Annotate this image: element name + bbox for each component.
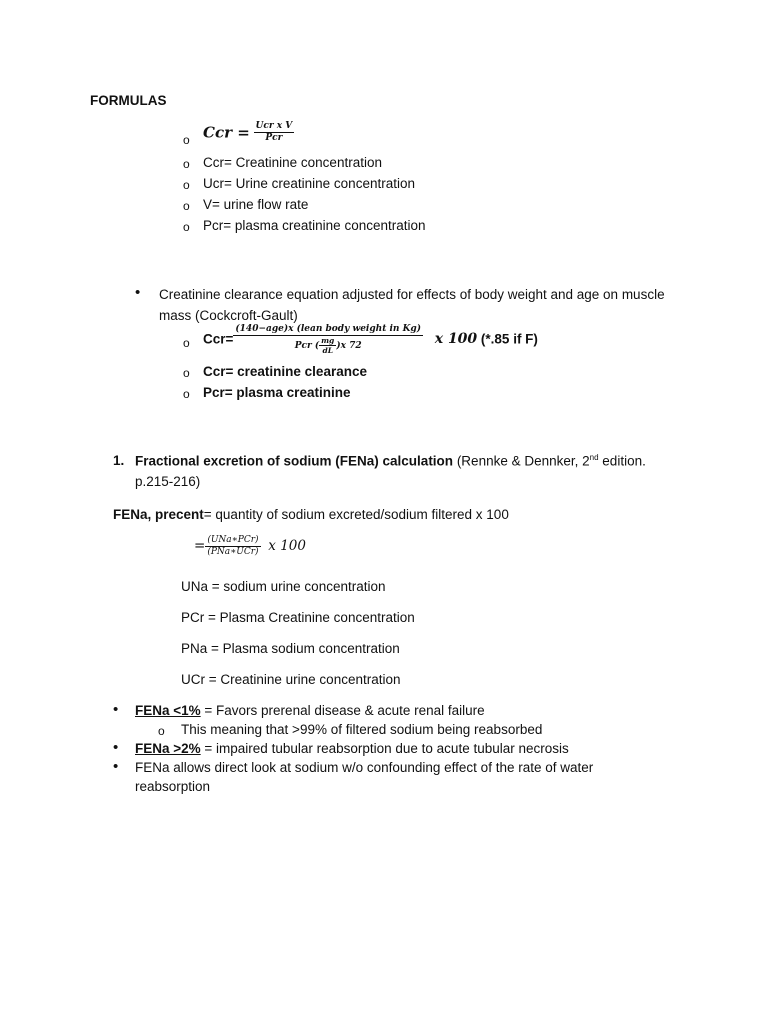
- formula-fraction: [254, 121, 295, 144]
- units-fraction: [319, 336, 336, 355]
- cockcroft-description: Creatinine clearance equation adjusted for effects of body weight and age on muscle: [159, 287, 665, 302]
- hollow-bullet-icon: o: [183, 199, 190, 213]
- denominator-right: )x 72: [336, 340, 362, 351]
- fena-fraction: [205, 535, 260, 558]
- fena-equation: [194, 535, 306, 558]
- section-title-line2: p.215-216): [135, 474, 201, 489]
- cockcroft-denominator: [233, 336, 423, 355]
- units-denominator: dL: [322, 345, 333, 355]
- fena-denominator: (PNa∗UCr): [207, 546, 259, 557]
- section-title-superscript: nd: [589, 453, 599, 462]
- formula-numerator: Ucr x V: [255, 121, 293, 131]
- cockcroft-fraction: [233, 324, 423, 355]
- definition-item: Pcr= plasma creatinine concentration: [203, 218, 426, 233]
- page-heading: FORMULAS: [90, 93, 167, 108]
- fena-numerator: (UNa∗PCr): [207, 535, 259, 545]
- fena-low-subitem: This meaning that >99% of filtered sodium being reabsorbed: [181, 722, 543, 737]
- fena-note-line1: FENa allows direct look at sodium w/o confounding effect of the rate of water: [135, 760, 594, 775]
- hollow-bullet-icon: o: [183, 220, 190, 234]
- formula-lhs: Ccr =: [203, 123, 250, 142]
- cockcroft-numerator: (140−age)x (lean body weight in Kg): [235, 324, 421, 334]
- fena-high-label: FENa >2%: [135, 741, 201, 756]
- section-title-end: edition.: [598, 453, 646, 469]
- definition-item: Pcr= plasma creatinine: [203, 385, 351, 400]
- fena-high-bullet: [135, 741, 569, 757]
- fena-definition: [113, 507, 509, 523]
- bullet-icon: •: [113, 758, 119, 775]
- definition-item: UCr = Creatinine urine concentration: [181, 672, 401, 687]
- bullet-icon: •: [113, 739, 119, 756]
- fena-definition-label: FENa, precent: [113, 507, 204, 522]
- fena-multiplier: x 100: [268, 538, 306, 555]
- definition-item: V= urine flow rate: [203, 197, 309, 212]
- bullet-icon: •: [113, 701, 119, 718]
- hollow-bullet-icon: o: [183, 336, 190, 350]
- definition-item: Ucr= Urine creatinine concentration: [203, 176, 415, 191]
- hollow-bullet-icon: o: [183, 157, 190, 171]
- fena-note-line2: reabsorption: [135, 779, 211, 794]
- hollow-bullet-icon: o: [183, 133, 190, 147]
- cockcroft-multiplier: x 100: [434, 331, 478, 347]
- hollow-bullet-icon: o: [183, 366, 190, 380]
- fena-low-bullet: [135, 703, 485, 719]
- section-title-reference: (Rennke & Dennker, 2: [453, 453, 590, 469]
- denominator-left: Pcr (: [294, 340, 320, 351]
- formula-denominator: Pcr: [265, 132, 283, 143]
- definition-item: PNa = Plasma sodium concentration: [181, 641, 400, 656]
- fena-definition-text: = quantity of sodium excreted/sodium filtered x 100: [203, 507, 509, 522]
- section-title-bold: Fractional excretion of sodium (FENa) calculation: [135, 453, 454, 469]
- units-numerator: mg: [321, 335, 335, 345]
- cockcroft-formula: [203, 324, 538, 355]
- creatinine-clearance-formula: [203, 121, 294, 144]
- definition-item: Ccr= Creatinine concentration: [203, 155, 382, 170]
- fena-low-text: = Favors prerenal disease & acute renal failure: [200, 703, 485, 718]
- definition-item: PCr = Plasma Creatinine concentration: [181, 610, 415, 625]
- section-number: 1.: [113, 453, 125, 468]
- section-title: [135, 453, 646, 470]
- definition-item: Ccr= creatinine clearance: [203, 364, 367, 379]
- cockcroft-lhs: Ccr=: [203, 331, 234, 347]
- equation-equals: =: [194, 538, 206, 555]
- bullet-icon: •: [135, 284, 141, 301]
- fena-low-label: FENa <1%: [135, 703, 201, 718]
- fena-high-text: = impaired tubular reabsorption due to acute tubular necrosis: [200, 741, 569, 756]
- definition-item: UNa = sodium urine concentration: [181, 579, 386, 594]
- cockcroft-female-note: (*.85 if F): [477, 331, 538, 347]
- hollow-bullet-icon: o: [183, 178, 190, 192]
- cockcroft-description-line2: mass (Cockcroft-Gault): [159, 308, 298, 323]
- hollow-bullet-icon: o: [158, 724, 165, 738]
- hollow-bullet-icon: o: [183, 387, 190, 401]
